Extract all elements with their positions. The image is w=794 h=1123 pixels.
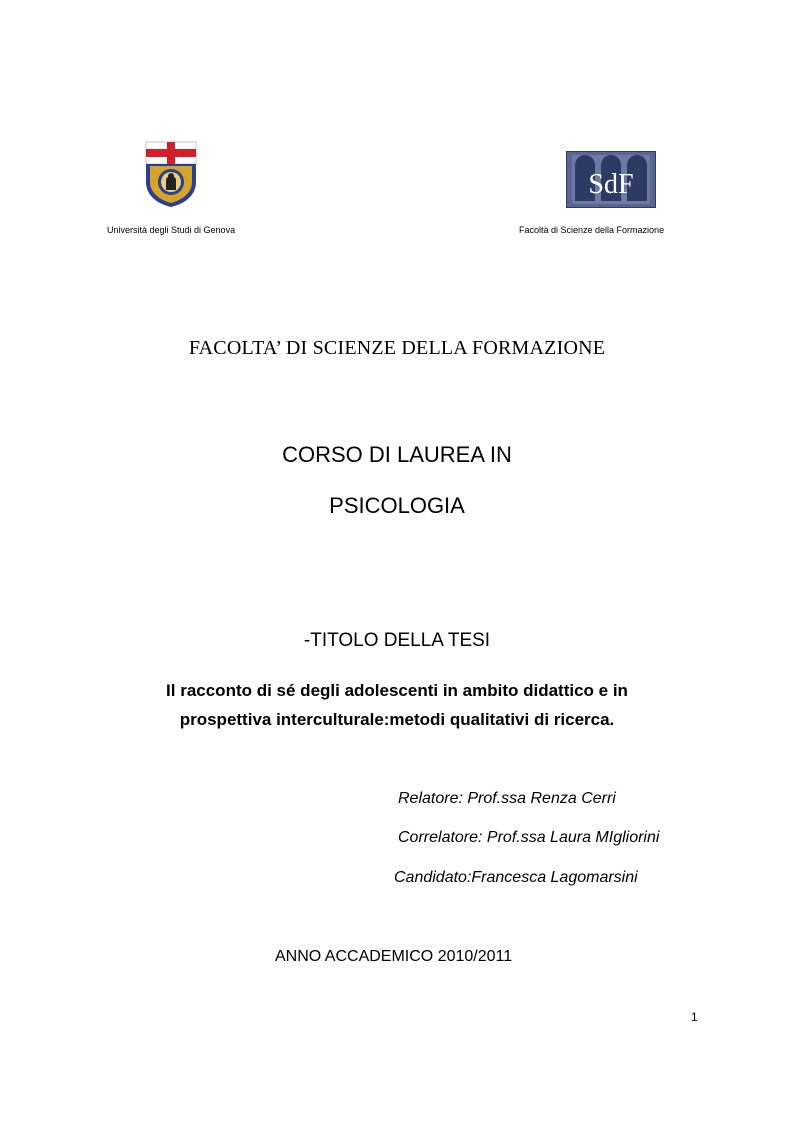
thesis-title-line-1: Il racconto di sé degli adolescenti in ambito didattico e in	[166, 681, 628, 700]
relatore-line: Relatore: Prof.ssa Renza Cerri	[398, 790, 616, 807]
course-name: PSICOLOGIA	[329, 493, 465, 518]
faculty-caption: Facoltà di Scienze della Formazione	[519, 225, 665, 235]
thesis-title	[0, 676, 794, 734]
page-number: 1	[691, 1010, 698, 1024]
university-caption: Università degli Studi di Genova	[107, 225, 236, 235]
university-crest-icon	[140, 140, 202, 208]
correlatore-line: Correlatore: Prof.ssa Laura MIgliorini	[398, 829, 660, 846]
thesis-label: -TITOLO DELLA TESI	[303, 630, 491, 651]
course-heading: CORSO DI LAUREA IN	[282, 442, 512, 467]
faculty-title: FACOLTA’ DI SCIENZE DELLA FORMAZIONE	[188, 337, 606, 359]
sdf-faculty-logo	[566, 151, 656, 208]
sdf-logo-icon	[566, 151, 656, 208]
sdf-logo-text: SdF	[588, 169, 634, 200]
candidato-line: Candidato:Francesca Lagomarsini	[394, 869, 638, 886]
thesis-title-line-2: prospettiva interculturale:metodi qualitativi di ricerca.	[179, 710, 615, 729]
university-crest-logo	[140, 140, 202, 208]
academic-year: ANNO ACCADEMICO 2010/2011	[275, 948, 513, 965]
